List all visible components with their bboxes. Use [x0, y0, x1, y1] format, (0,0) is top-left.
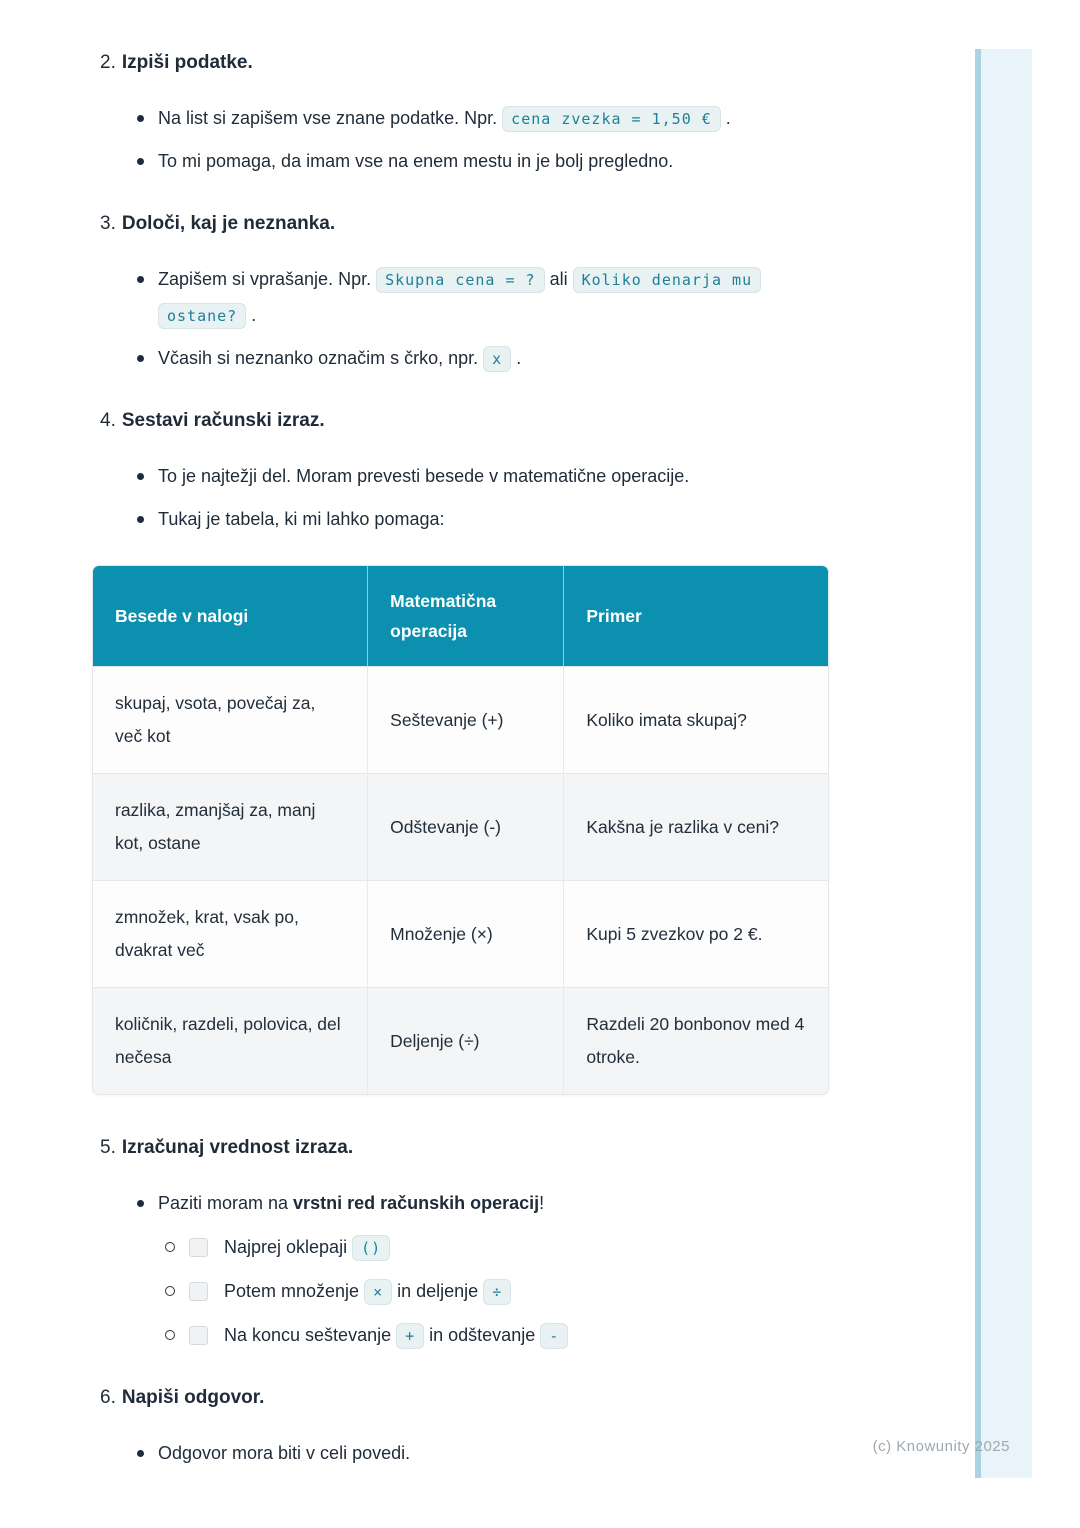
bullet-icon	[137, 516, 144, 523]
table-body	[93, 666, 828, 1094]
table-row	[93, 773, 828, 880]
list-item	[100, 261, 828, 333]
inline-code-chip: ×	[364, 1279, 392, 1305]
table-cell: Kakšna je razlika v ceni?	[563, 773, 828, 880]
operations-table-wrap	[92, 565, 829, 1095]
step-number: 2.	[100, 52, 116, 73]
table-cell: Kupi 5 zvezkov po 2 €.	[563, 880, 828, 987]
step-heading	[100, 211, 828, 237]
list-item-text	[158, 340, 521, 376]
text-run: in deljenje	[392, 1281, 484, 1301]
text-run: Na koncu seštevanje	[224, 1325, 397, 1345]
inline-code-chip: +	[396, 1323, 424, 1349]
list-item	[100, 143, 828, 179]
step-section	[100, 408, 828, 1095]
bullet-icon	[137, 115, 144, 122]
step-number: 6.	[100, 1387, 116, 1408]
bullet-icon	[137, 276, 144, 283]
table-cell: Deljenje (÷)	[367, 987, 563, 1094]
task-list-item	[165, 1229, 828, 1265]
step-section	[100, 1385, 828, 1471]
text-run: ali	[544, 269, 573, 289]
step-number: 5.	[100, 1137, 116, 1158]
task-item-text	[224, 1277, 511, 1305]
text-run: in odštevanje	[424, 1325, 541, 1345]
bullet-icon	[137, 158, 144, 165]
table-cell: skupaj, vsota, povečaj za, več kot	[93, 666, 367, 773]
task-item-text	[224, 1321, 568, 1349]
list-item-text	[158, 143, 673, 179]
text-run: Najprej oklepaji	[224, 1237, 353, 1257]
step-heading	[100, 1385, 828, 1411]
step-section	[100, 50, 828, 179]
list-item-text	[158, 458, 689, 494]
step-number: 4.	[100, 410, 116, 431]
list-item	[100, 100, 828, 136]
document-content	[100, 50, 828, 1503]
text-run: To je najtežji del. Moram prevesti besede v matematične operacije.	[158, 466, 690, 486]
task-checkbox[interactable]	[189, 1326, 208, 1345]
list-item-text	[158, 1435, 410, 1471]
bold-text: vrstni red računskih operacij	[293, 1193, 540, 1213]
step-title-text: Izpiši podatke.	[121, 52, 253, 73]
list-item	[100, 1185, 828, 1221]
table-header-cell: Matematična operacija	[367, 566, 563, 666]
task-checkbox[interactable]	[189, 1238, 208, 1257]
table-header-cell: Besede v nalogi	[93, 566, 367, 666]
text-run: Potem množenje	[224, 1281, 365, 1301]
text-run: !	[539, 1193, 545, 1213]
watermark: (c) Knowunity 2025	[872, 1438, 1010, 1455]
table-cell: Odštevanje (-)	[367, 773, 563, 880]
table-cell: zmnožek, krat, vsak po, dvakrat več	[93, 880, 367, 987]
text-run: Paziti moram na	[158, 1193, 294, 1213]
text-run: .	[511, 348, 522, 368]
inline-code-chip: x	[483, 346, 511, 372]
bullet-icon	[137, 1200, 144, 1207]
text-run: .	[720, 108, 731, 128]
inline-code-chip: -	[540, 1323, 568, 1349]
text-run: .	[246, 305, 257, 325]
text-run: Včasih si neznanko označim s črko, npr.	[158, 348, 484, 368]
list-item-text	[158, 261, 828, 333]
table-cell: Koliko imata skupaj?	[563, 666, 828, 773]
list-item-text	[158, 1185, 544, 1221]
step-section	[100, 1135, 828, 1353]
circle-bullet-icon	[165, 1286, 175, 1296]
list-item	[100, 458, 828, 494]
table-cell: Množenje (×)	[367, 880, 563, 987]
text-run: Zapišem si vprašanje. Npr.	[158, 269, 377, 289]
list-item-text	[158, 100, 731, 136]
table-row	[93, 880, 828, 987]
bullet-icon	[137, 1450, 144, 1457]
step-section	[100, 211, 828, 376]
task-checkbox[interactable]	[189, 1282, 208, 1301]
table-row	[93, 987, 828, 1094]
table-cell: razlika, zmanjšaj za, manj kot, ostane	[93, 773, 367, 880]
circle-bullet-icon	[165, 1330, 175, 1340]
table-header-row	[93, 566, 828, 666]
inline-code-chip: Skupna cena = ?	[376, 267, 544, 293]
step-title-text: Sestavi računski izraz.	[121, 410, 325, 431]
step-heading	[100, 50, 828, 76]
table-cell: Seštevanje (+)	[367, 666, 563, 773]
table-header-cell: Primer	[563, 566, 828, 666]
table-cell: Razdeli 20 bonbonov med 4 otroke.	[563, 987, 828, 1094]
text-run: Tukaj je tabela, ki mi lahko pomaga:	[158, 509, 445, 529]
task-list-item	[165, 1317, 828, 1353]
text-run: To mi pomaga, da imam vse na enem mestu in je bolj pregledno.	[158, 151, 674, 171]
table-head	[93, 566, 828, 666]
step-title-text: Določi, kaj je neznanka.	[121, 213, 336, 234]
list-item	[100, 1435, 828, 1471]
step-number: 3.	[100, 213, 116, 234]
list-item	[100, 501, 828, 537]
inline-code-chip: cena zvezka = 1,50 €	[502, 106, 721, 132]
inline-code-chip: ()	[352, 1235, 390, 1261]
list-item	[100, 340, 828, 376]
bullet-icon	[137, 473, 144, 480]
step-title-text: Napiši odgovor.	[121, 1387, 265, 1408]
table-row	[93, 666, 828, 773]
text-run: Na list si zapišem vse znane podatke. Npr.	[158, 108, 503, 128]
step-title-text: Izračunaj vrednost izraza.	[121, 1137, 354, 1158]
page-edge-strip	[975, 49, 1032, 1478]
bullet-icon	[137, 355, 144, 362]
task-list-item	[165, 1273, 828, 1309]
inline-code-chip: Koliko denarja mu ostane?	[158, 267, 761, 329]
step-heading	[100, 408, 828, 434]
circle-bullet-icon	[165, 1242, 175, 1252]
step-heading	[100, 1135, 828, 1161]
task-list	[100, 1229, 828, 1353]
text-run: Odgovor mora biti v celi povedi.	[158, 1443, 411, 1463]
table-cell: količnik, razdeli, polovica, del nečesa	[93, 987, 367, 1094]
task-item-text	[224, 1233, 390, 1261]
operations-table	[93, 566, 828, 1094]
inline-code-chip: ÷	[483, 1279, 511, 1305]
list-item-text	[158, 501, 444, 537]
